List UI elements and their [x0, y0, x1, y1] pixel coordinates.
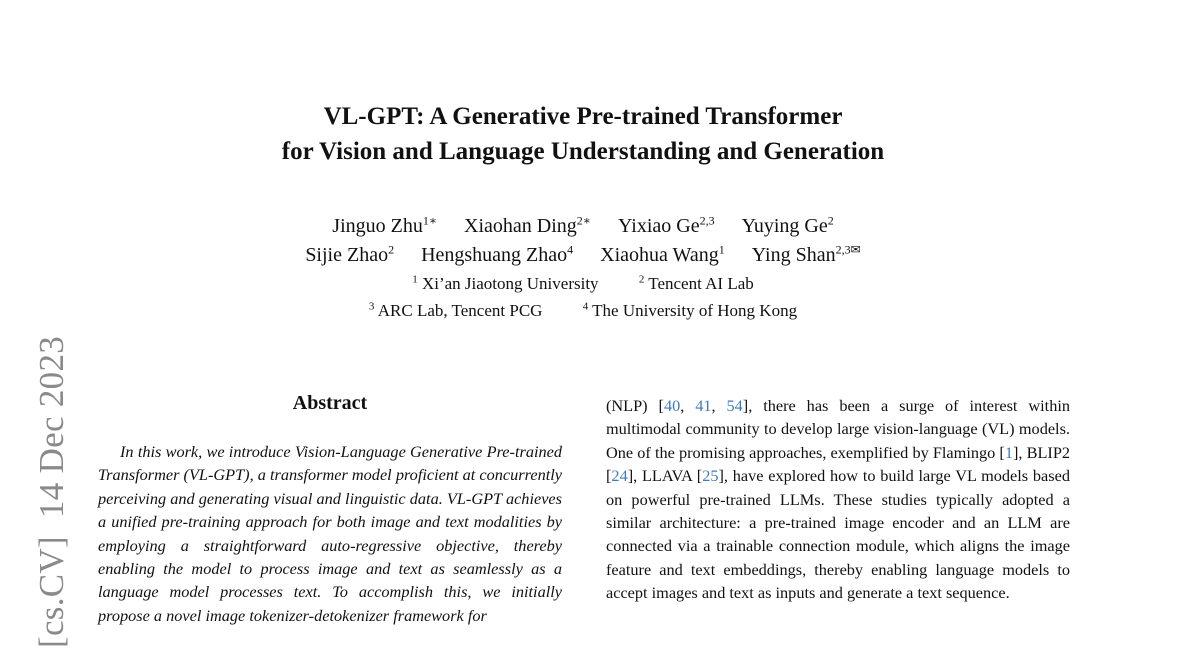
citation-link[interactable]: 54	[726, 396, 743, 415]
title-line-1: VL-GPT: A Generative Pre-trained Transformer	[323, 103, 843, 130]
author-line-2	[0, 241, 1166, 270]
abstract-text: In this work, we introduce Vision-Language Generative Pre-trained Transformer (VL-GPT), a transformer model proficient at concurrently perceiving and generating visual and linguistic data. VL-GPT achieves a unified pre-training approach for both image and text modalities by employing a straightforward auto-regressive objective, thereby enabling the model to process image and text as seamlessly as a language model processes text. To accomplish this, we initially propose a novel image tokenizer-detokenizer framework for	[98, 442, 562, 625]
arxiv-stamp	[30, 288, 74, 648]
author-block	[0, 212, 1166, 324]
affiliation: $^1$ Xi’an Jiaotong University	[412, 273, 599, 293]
citation-link[interactable]: 1	[1004, 442, 1013, 462]
citation-link[interactable]: 40	[663, 396, 681, 415]
arxiv-date: 14 Dec 2023	[32, 335, 71, 519]
affiliation-line-2	[0, 297, 1166, 324]
author: Hengshuang Zhao$^4$	[421, 242, 574, 266]
affiliation: $^3$ ARC Lab, Tencent PCG	[368, 300, 543, 320]
author: Xiaohua Wang$^1$	[600, 242, 725, 266]
author: Yixiao Ge$^{2,3}$	[617, 213, 715, 237]
affiliation: $^4$ The University of Hong Kong	[582, 300, 798, 320]
citation-link[interactable]: 25	[702, 466, 719, 486]
affiliation: $^2$ Tencent AI Lab	[638, 273, 754, 293]
author: Jinguo Zhu$^{1∗}$	[332, 213, 438, 237]
author: Yuying Ge$^2$	[741, 213, 834, 237]
title-line-2: for Vision and Language Understanding and Generation	[281, 138, 885, 165]
affiliation-line-1	[0, 270, 1166, 297]
author-line-1	[0, 212, 1166, 241]
citation-link[interactable]: 41	[695, 396, 712, 415]
citation-link[interactable]: 24	[611, 466, 628, 486]
arxiv-category: [cs.CV]	[32, 536, 71, 648]
introduction-text: (NLP) [40, 41, 54], there has been a surge of interest within multimodal community to develop large vision-language (VL) models. One of the promising approaches, exemplified by Flamingo [1], BLIP2 [24], LLAVA [25], have explored how to build large VL models based on powerful pre-trained LLMs. These studies typically adopted a similar architecture: a pre-trained image encoder and an LLM are connected via a trainable connection module, which aligns the image feature and text embeddings, thereby enabling language models to accept images and text as inputs and generate a text sequence.	[606, 396, 1071, 603]
author: Sijie Zhao$^2$	[305, 242, 395, 266]
abstract-heading: Abstract	[292, 392, 368, 414]
author: Xiaohan Ding$^{2∗}$	[464, 213, 591, 237]
author: Ying Shan$^{2,3✉}$	[751, 242, 861, 266]
paper-title	[0, 99, 1166, 169]
